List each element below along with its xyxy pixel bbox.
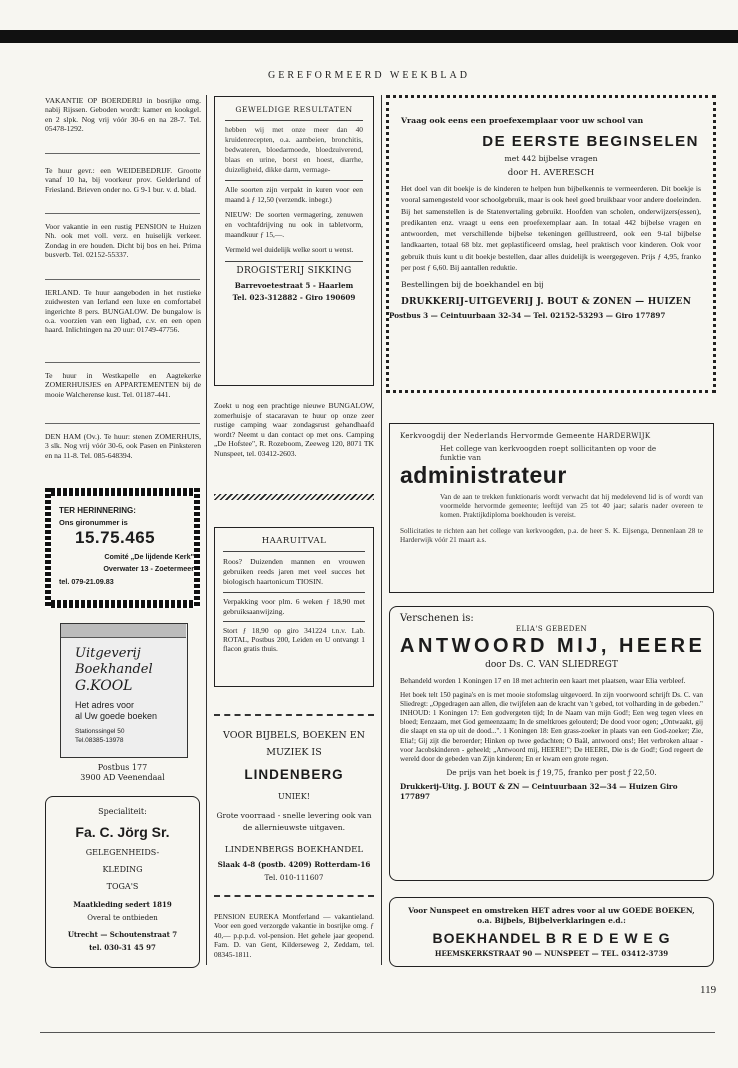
kool-street: Stationssingel 50 [75, 728, 125, 735]
classified-ad: DEN HAM (Ov.). Te huur: stenen ZOMERHUIS, 3 slk. Nog vrij vóór 30-6, ook Pasen en Pinksteren en na 11-8. Tel. 085-648394. [45, 432, 201, 460]
antwoord-author: door Ds. C. VAN SLIEDREGT [485, 660, 618, 670]
giro-label: Ons gironummer is [59, 518, 128, 527]
sikking-p4: Vermeld wel duidelijk welke soort u wenst. [225, 245, 354, 254]
sikking-tel: Tel. 023-312882 - Giro 190609 [232, 293, 356, 302]
classified-ad: VAKANTIE OP BOERDERIJ in bosrijke omg. nabij Rijssen. Geboden wordt: kamer en kookgel. en 2 slpk. Nog vrij vóór 30-6 en na 28-7. Tel. 05478-1292. [45, 96, 201, 133]
bredeweg-name: BOEKHANDEL B R E D E W E G [432, 930, 671, 947]
beginselen-title: DE EERSTE BEGINSELEN [482, 133, 699, 150]
sikking-title: GEWELDIGE RESULTATEN [235, 105, 353, 114]
comite-address: Overwater 13 - Zoetermeer [103, 564, 194, 573]
kool-line1: Uitgeverij [75, 646, 141, 661]
checker-border [194, 488, 200, 608]
column-divider [206, 95, 207, 965]
jorg-name: Fa. C. Jörg Sr. [75, 824, 170, 840]
top-black-bar [0, 30, 738, 43]
dashed-rule [214, 714, 374, 716]
jorg-l3: TOGA'S [106, 882, 139, 891]
kool-line2: Boekhandel [75, 662, 153, 677]
kerk-title: administrateur [400, 462, 567, 488]
separator [45, 423, 200, 424]
page-number: 119 [700, 984, 717, 996]
haaruitval-p1: Roos? Duizenden mannen en vrouwen gebruiken reeds jaren met veel succes het biologisch haartonicum TIOSIN. [223, 557, 365, 587]
rule [223, 621, 365, 622]
book-top [61, 624, 186, 638]
kerk-foot: Sollicitaties te richten aan het college van kerkvoogden, p.a. de heer S. K. Eijsenga, Dennenlaan 28 te Harderwijk vóór 21 maart a.s. [400, 527, 703, 544]
checker-border [45, 488, 200, 496]
lindenberg-n2: LINDENBERGS BOEKHANDEL [224, 845, 364, 855]
kool-slogan2: al Uw goede boeken [75, 711, 158, 721]
checker-border [45, 600, 200, 608]
kerk-line: Kerkvoogdij der Nederlands Hervormde Gemeente HARDERWIJK [400, 432, 651, 440]
checker-border [45, 488, 51, 608]
kerkvoogdij-ad [389, 423, 714, 593]
bredeweg-ad [389, 897, 714, 967]
classified-ad: Voor vakantie in een rustig PENSION te Huizen Nh. ook met voll. verz. en huiselijk verkeer. Zondag in ere houden. Dicht bij bos en hei. Prima busverb. Tel. 02152-55337. [45, 222, 201, 259]
rule [223, 551, 365, 552]
sikking-p1: hebben wij met onze meer dan 40 kruidenrecepten, o.a. aambeien, bronchitis, bedwateren, bloedarmoede, bloedzuiverend, blaas en urine, borst en hoest, diarrhe, duizeligheid, dikke darm, vermage- [225, 125, 363, 174]
lindenberg-l1: VOOR BIJBELS, BOEKEN EN [223, 730, 365, 741]
lindenberg-p1: Grote voorraad - snelle levering ook van de allernieuwste uitgaven. [216, 811, 372, 832]
giro-number: 15.75.465 [75, 528, 156, 547]
haaruitval-ad [214, 527, 374, 687]
kool-tel: Tel.08385-13978 [75, 737, 124, 744]
jorg-l6: Utrecht — Schoutenstraat 7 [67, 930, 178, 939]
jorg-l1: GELEGENHEIDS- [85, 848, 160, 857]
haaruitval-p3: Stort ƒ 18,90 op giro 341224 t.n.v. Lab. ROTAL, Postbus 200, Leiden en U ontvangt 1 flacon gratis thuis. [223, 626, 365, 654]
kool-slogan1: Het adres voor [75, 700, 135, 710]
comite-tel: tel. 079-21.09.83 [59, 577, 114, 586]
classified-ad: IERLAND. Te huur aangeboden in het rustieke zuidwesten van Ierland een luxe en comfortabel ingerichte 8 pers. BUNGALOW. De bungalow is o.a. voorzien van een ligbad, c.v. en een open haard. Inlichtingen na 20 uur: 01749-47756. [45, 288, 201, 335]
sikking-p2: Alle soorten zijn verpakt in kuren voor een maand à ƒ 12,50 (verzendk. inbegr.) [225, 185, 363, 204]
beginselen-sub: met 442 bijbelse vragen [504, 154, 598, 163]
kerk-body: Van de aan te trekken funktionaris wordt verwacht dat hij medelevend lid is of wordt van voormelde hervormde gemeente; leeftijd van 25 tot 40 jaar; salaris nader overeen te komen. Praktijkdiploma boekhouden is vereist. [440, 493, 703, 519]
rule [223, 592, 365, 593]
jorg-l7: tel. 030-31 45 97 [89, 943, 156, 952]
comite: Comité „De lijdende Kerk" [104, 552, 194, 561]
jorg-l4: Maatkleding sedert 1819 [73, 900, 172, 909]
separator [45, 153, 200, 154]
beginselen-publisher: DRUKKERIJ-UITGEVERIJ J. BOUT & ZONEN — HUIZEN [401, 297, 692, 308]
kool-city: 3900 AD Veenendaal [80, 773, 165, 782]
column-divider [381, 95, 382, 965]
herinnering-title: TER HERINNERING: [59, 506, 136, 515]
beginselen-intro: Vraag ook eens een proefexemplaar voor uw school van [401, 116, 644, 125]
kerk-sub: Het college van kerkvoogden roept sollicitanten op voor de funktie van [440, 444, 657, 462]
jorg-l2: KLEDING [102, 865, 143, 874]
classified-ad: Te huur in Westkapelle en Aagtekerke ZOMERHUISJES en APPARTEMENTEN bij de mooie Walcherense kust. Tel. 01187-441. [45, 371, 201, 399]
lindenberg-l2: MUZIEK IS [266, 747, 322, 758]
dashed-rule [214, 895, 374, 897]
kool-book-ad [60, 623, 188, 758]
separator [45, 213, 200, 214]
sikking-p3: NIEUW: De soorten vermagering, zenuwen en vochtafdrijving nu ook in tabletvorm, maandkuur ƒ 15,—. [225, 210, 363, 239]
rule [225, 261, 363, 262]
eureka-ad: PENSION EUREKA Montferland — vakantieland. Voor een goed verzorgde vakantie in bosrijke omg. ƒ 40,— p.p.p.d. vol-pension. Het gehele jaar geopend. Fam. D. van Gent, Kilderseweg 2, Zeddam, tel. 08345-1811. [214, 912, 374, 959]
jorg-label: Specialiteit: [98, 807, 147, 816]
haaruitval-title: HAARUITVAL [261, 536, 327, 546]
antwoord-title: ANTWOORD MIJ, HEERE [400, 635, 706, 657]
beginselen-ad [386, 95, 716, 393]
antwoord-p1: Behandeld worden 1 Koningen 17 en 18 met achterin een kaart met plaatsen, waar Elia verbleef. [400, 676, 686, 685]
camping-ad: Zoekt u nog een prachtige nieuwe BUNGALOW, zomerhuisje of stacaravan te huur op onze zeer rustige camping waar zondagsrust gehandhaafd wordt? Neemt u dan contact op met ons. Camping „De Hofstee", R. Rozeboom, Zeeweg 120, 8071 TK Nunspeet, tel. 03412-2603. [214, 401, 374, 458]
haaruitval-p2: Verpakking voor plm. 6 weken ƒ 18,90 met gebruiksaanwijzing. [223, 596, 365, 616]
beginselen-body: Het doel van dit boekje is de kinderen te helpen hun bijbelkennis te vermeerderen. Dit boekje is vooral samengesteld voor schoolgebruik, maar is ook heel goed bruikbaar voor andere doeleinden. Bij het samenstellen is de Statenvertaling gebruikt. Hoofden van scholen, onderwijzers(essen), predikanten enz. vraagt u eens een proefexemplaar aan. In totaal 442 bijbelse vragen en antwoorden, met verschillende bijbelse tekeningen geïllustreerd, ook een 9-tal bijbelse landkaarten, totaal 68 blz. met geplastificeerd omslag, heel praktisch voor kinderen. Ook voor gebruik thuis kunt u dit boekje bestellen, daar alles duidelijk is weergegeven. Prijs ƒ 4,95, franko per post ƒ 6,60. Bij aantallen reduktie. [401, 184, 701, 273]
antwoord-ad [389, 606, 714, 881]
antwoord-price: De prijs van het boek is ƒ 19,75, franko per post ƒ 22,50. [446, 768, 657, 778]
beginselen-author: door H. AVERESCH [507, 168, 595, 178]
lindenberg-tel: Tel. 010-111607 [264, 873, 324, 882]
bredeweg-address: HEEMSKERKSTRAAT 90 — NUNSPEET — TEL. 03412-3739 [434, 949, 669, 959]
lindenberg-address: Slaak 4-8 (postb. 4209) Rotterdam-16 [217, 860, 371, 869]
sikking-name: DROGISTERIJ SIKKING [236, 266, 352, 276]
antwoord-series: ELIA'S GEBEDEN [515, 625, 588, 633]
separator [45, 362, 200, 363]
herinnering-ad [45, 488, 200, 608]
lindenberg-unie: UNIEK! [278, 792, 310, 801]
kool-postbus: Postbus 177 [97, 763, 148, 772]
antwoord-p2: Het boek telt 150 pagina's en is met mooie stofomslag uitgevoerd. In zijn voorwoord schrijft Ds. C. van Sliedregt: „Opgedragen aan allen, die twijfelen aan de kracht van 't gebed, tot volharding in de gebeden." INHOUD: 1 Koningen 17: Een godvergeten tijd; In de Naam van mijn God!; Een weg tegen vlees en bloed; Eenzaam, met God gemeenzaam; In de smeltkroes gelouterd; De dood voor ogen; „Ontwaakt, gij die slaapt en sta op uit de dood...". 1 Koningen 18: Een grass-zoeker in plaats van een God-zoeker; Zie, Elia!; Gij zijt die beroerder; Hinken op twee gedachten; O Baäl, antwoord ons!; Het verbroken altaar - voor Jacobskinderen - geheeld; „Antwoord mij, HEERE!"; De HEERE, Die is de God!; God regeert de wereld door de gebeden van Zijn kinderen; En er kwam een grote regen. [400, 690, 703, 764]
beginselen-contact: Postbus 3 — Ceintuurbaan 32-34 — Tel. 02152-53293 — Giro 177897 [389, 311, 666, 321]
bredeweg-p1: Voor Nunspeet en omstreken HET adres voor al uw GOEDE BOEKEN, o.a. Bijbels, Bijbelverklaringen e.d.: [408, 906, 695, 925]
beginselen-order: Bestellingen bij de boekhandel en bij [401, 280, 544, 290]
journal-header: GEREFORMEERD WEEKBLAD [268, 70, 470, 81]
rule [225, 120, 363, 121]
sikking-address: Barrevoetestraat 5 - Haarlem [234, 281, 354, 290]
wavy-rule [214, 494, 374, 500]
separator [45, 279, 200, 280]
classified-ad: Te huur gevr.: een WEIDEBEDRIJF. Grootte vanaf 10 ha, bij voorkeur prov. Gelderland of Friesland. Brieven onder no. G 9-1 bur. v. d. blad. [45, 166, 201, 194]
jorg-l5: Overal te ontbieden [87, 914, 158, 922]
rule [225, 180, 363, 181]
kool-line3: G.KOOL [75, 678, 133, 694]
antwoord-verschenen: Verschenen is: [400, 613, 474, 624]
antwoord-contact: Drukkerij-Uitg. J. BOUT & ZN — Ceintuurbaan 32—34 — Huizen Giro 177897 [400, 782, 678, 801]
lindenberg-name: LINDENBERG [244, 767, 344, 782]
bottom-rule [40, 1032, 715, 1033]
jorg-ad [45, 796, 200, 968]
sikking-ad [214, 96, 374, 386]
